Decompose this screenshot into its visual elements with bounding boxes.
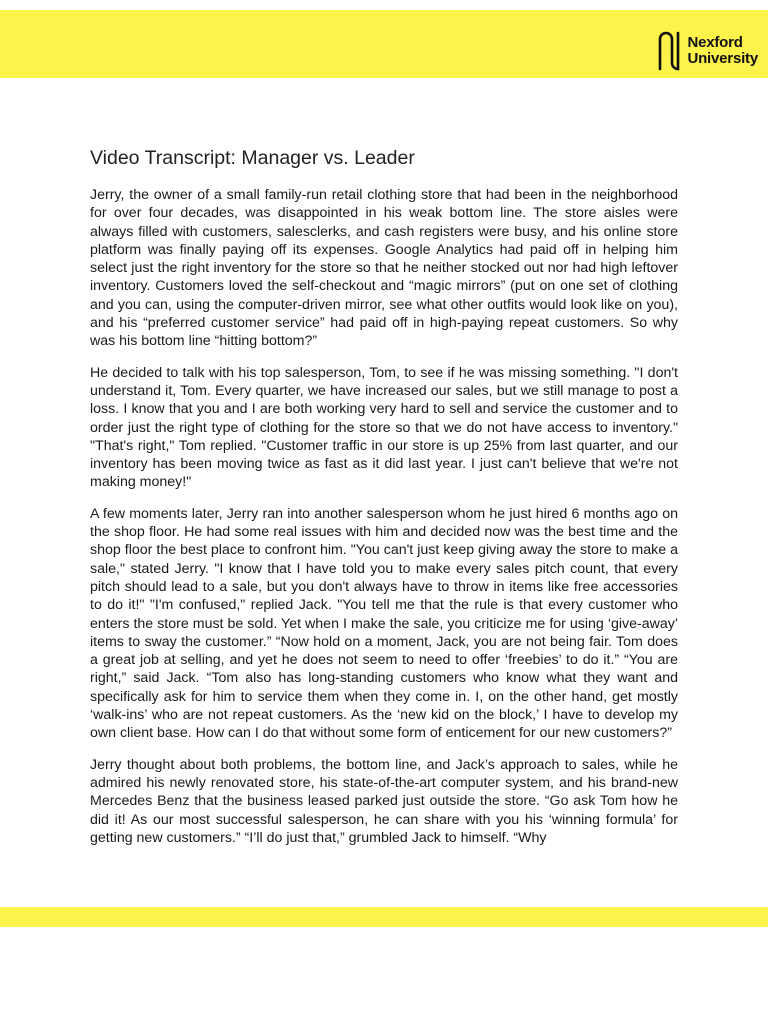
logo-text-line1: Nexford xyxy=(687,34,743,51)
paragraph-1: Jerry, the owner of a small family-run retail clothing store that had been in the neighborhood for over four decades, was disappointed in his weak bottom line. The store aisles were always filled with customers, salesclerks, and cash registers were busy, and his online store platform was finally paying off its expenses. Google Analytics had paid off in helping him select just the right inventory for the store so that he neither stocked out nor had high leftover inventory. Customers loved the self-checkout and “magic mirrors” (put on one set of clothing and you can, using the computer-driven mirror, see what other outfits would look like on you), and his “preferred customer service” had paid off in high-paying repeat customers. So why was his bottom line “hitting bottom?” xyxy=(90,187,678,350)
document-title: Video Transcript: Manager vs. Leader xyxy=(90,147,415,169)
footer-band xyxy=(0,907,768,927)
paragraph-2: He decided to talk with his top salesperson, Tom, to see if he was missing something. "I don't understand it, Tom. Every quarter, we have increased our sales, but we still manage to post a loss. I know that you and I are both working very hard to sell and service the customer and to order just the right type of clothing for the store so that we do not have access to inventory." "That's right," Tom replied. "Customer traffic in our store is up 25% from last quarter, and our inventory has been moving twice as fast as it did last year. I just can't believe that we're not making money!" xyxy=(90,364,678,491)
header-band xyxy=(0,10,768,78)
nexford-logo xyxy=(657,27,758,75)
logo-text-line2: University xyxy=(687,50,758,67)
nexford-logo-icon xyxy=(657,31,681,71)
paragraph-4: Jerry thought about both problems, the bottom line, and Jack’s approach to sales, while he admired his newly renovated store, his state-of-the-art computer system, and his brand-new Mercedes Benz that the business leased parked just outside the store. “Go ask Tom how he did it! As our most successful salesperson, he can share with you his ‘winning formula’ for getting new customers.” “I’ll do just that,” grumbled Jack to himself. “Why xyxy=(90,756,678,846)
paragraph-3: A few moments later, Jerry ran into another salesperson whom he just hired 6 months ago on the shop floor. He had some real issues with him and decided now was the best time and the shop floor the best place to confront him. "You can't just keep giving away the store to make a sale," stated Jerry. "I know that I have told you to make every sales pitch count, that every pitch should lead to a sale, but you don't always have to throw in items like free accessories to do it!" "I'm confused," replied Jack. "You tell me that the rule is that every customer who enters the store must be sold. Yet when I make the sale, you criticize me for using ‘give-away’ items to sway the customer.” “Now hold on a moment, Jack, you are not being fair. Tom does a great job at selling, and yet he does not seem to need to offer ‘freebies’ to do it.” “You are right,” said Jack. “Tom also has long-standing customers who know what they want and specifically ask for him to service them when they come in. I, on the other hand, get mostly ‘walk-ins’ who are not repeat customers. As the ‘new kid on the block,’ I have to develop my own client base. How can I do that without some form of enticement for our new customers?” xyxy=(90,505,678,742)
document-body xyxy=(90,186,678,860)
